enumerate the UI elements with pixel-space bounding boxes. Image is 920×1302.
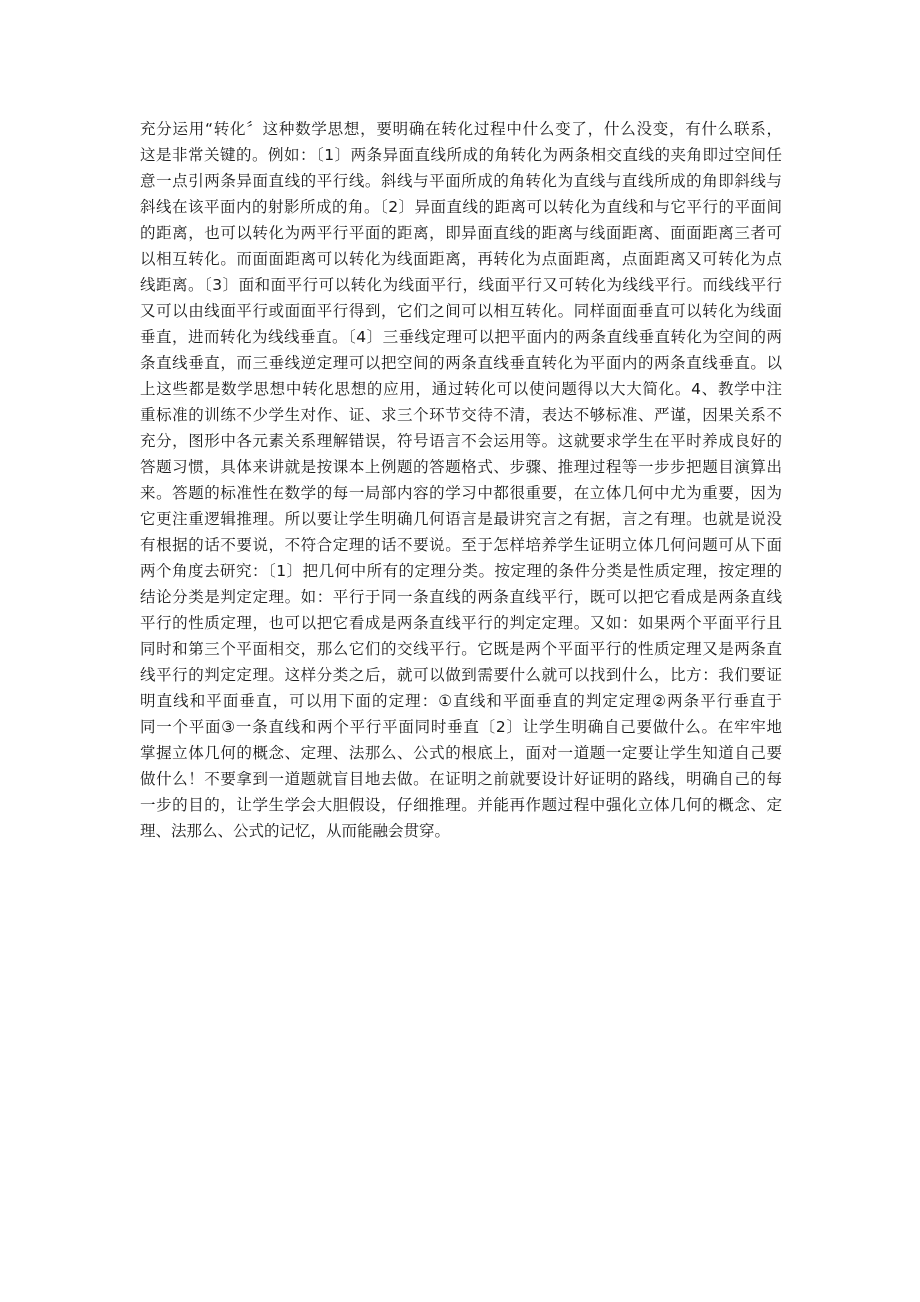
text-line: 线距离。〔3〕面和面平行可以转化为线面平行，线面平行又可转化为线线平行。而线线平行	[140, 276, 782, 294]
text-line: 以相互转化。而面面距离可以转化为线面距离，再转化为点面距离，点面距离又可转化为点	[140, 250, 782, 268]
text-line: 来。答题的标准性在数学的每一局部内容的学习中都很重要，在立体几何中尤为重要，因为	[140, 484, 782, 502]
text-line: 同时和第三个平面相交，那么它们的交线平行。它既是两个平面平行的性质定理又是两条直	[140, 640, 782, 658]
text-line: 有根据的话不要说，不符合定理的话不要说。至于怎样培养学生证明立体几何问题可从下面	[140, 536, 782, 554]
text-line: 明直线和平面垂直，可以用下面的定理：①直线和平面垂直的判定定理②两条平行垂直于	[140, 692, 782, 710]
text-line: 线平行的判定定理。这样分类之后，就可以做到需要什么就可以找到什么，比方：我们要证	[140, 666, 782, 684]
text-line: 掌握立体几何的概念、定理、法那么、公式的根底上，面对一道题一定要让学生知道自己要	[140, 744, 782, 762]
text-line: 答题习惯，具体来讲就是按课本上例题的答题格式、步骤、推理过程等一步步把题目演算出	[140, 458, 782, 476]
text-line: 它更注重逻辑推理。所以要让学生明确几何语言是最讲究言之有据，言之有理。也就是说没	[140, 510, 782, 528]
text-line: 条直线垂直，而三垂线逆定理可以把空间的两条直线垂直转化为平面内的两条直线垂直。以	[140, 354, 782, 372]
text-line: 上这些都是数学思想中转化思想的应用，通过转化可以使问题得以大大简化。4、教学中注	[140, 380, 782, 398]
text-line: 又可以由线面平行或面面平行得到，它们之间可以相互转化。同样面面垂直可以转化为线面	[140, 302, 782, 320]
text-line: 同一个平面③一条直线和两个平行平面同时垂直〔2〕让学生明确自己要做什么。在牢牢地	[140, 718, 782, 736]
text-line: 结论分类是判定定理。如：平行于同一条直线的两条直线平行，既可以把它看成是两条直线	[140, 588, 782, 606]
text-line: 的距离，也可以转化为两平行平面的距离，即异面直线的距离与线面距离、面面距离三者可	[140, 224, 782, 242]
text-line: 一步的目的，让学生学会大胆假设，仔细推理。并能再作题过程中强化立体几何的概念、定	[140, 796, 782, 814]
text-line: 充分运用“转化〞这种数学思想，要明确在转化过程中什么变了，什么没变，有什么联系，	[140, 120, 782, 138]
body-paragraph	[140, 116, 782, 844]
text-line: 充分，图形中各元素关系理解错误，符号语言不会运用等。这就要求学生在平时养成良好的	[140, 432, 782, 450]
text-line: 两个角度去研究：〔1〕把几何中所有的定理分类。按定理的条件分类是性质定理，按定理的	[140, 562, 782, 580]
text-line: 做什么！不要拿到一道题就盲目地去做。在证明之前就要设计好证明的路线，明确自己的每	[140, 770, 782, 788]
text-line: 斜线在该平面内的射影所成的角。〔2〕异面直线的距离可以转化为直线和与它平行的平面间	[140, 198, 782, 216]
text-line: 理、法那么、公式的记忆，从而能融会贯穿。	[140, 822, 451, 840]
text-line: 这是非常关键的。例如：〔1〕两条异面直线所成的角转化为两条相交直线的夹角即过空间任	[140, 146, 782, 164]
text-line: 垂直，进而转化为线线垂直。〔4〕三垂线定理可以把平面内的两条直线垂直转化为空间的两	[140, 328, 782, 346]
text-line: 重标准的训练不少学生对作、证、求三个环节交待不清，表达不够标准、严谨，因果关系不	[140, 406, 782, 424]
text-line: 平行的性质定理，也可以把它看成是两条直线平行的判定定理。又如：如果两个平面平行且	[140, 614, 782, 632]
text-line: 意一点引两条异面直线的平行线。斜线与平面所成的角转化为直线与直线所成的角即斜线与	[140, 172, 782, 190]
